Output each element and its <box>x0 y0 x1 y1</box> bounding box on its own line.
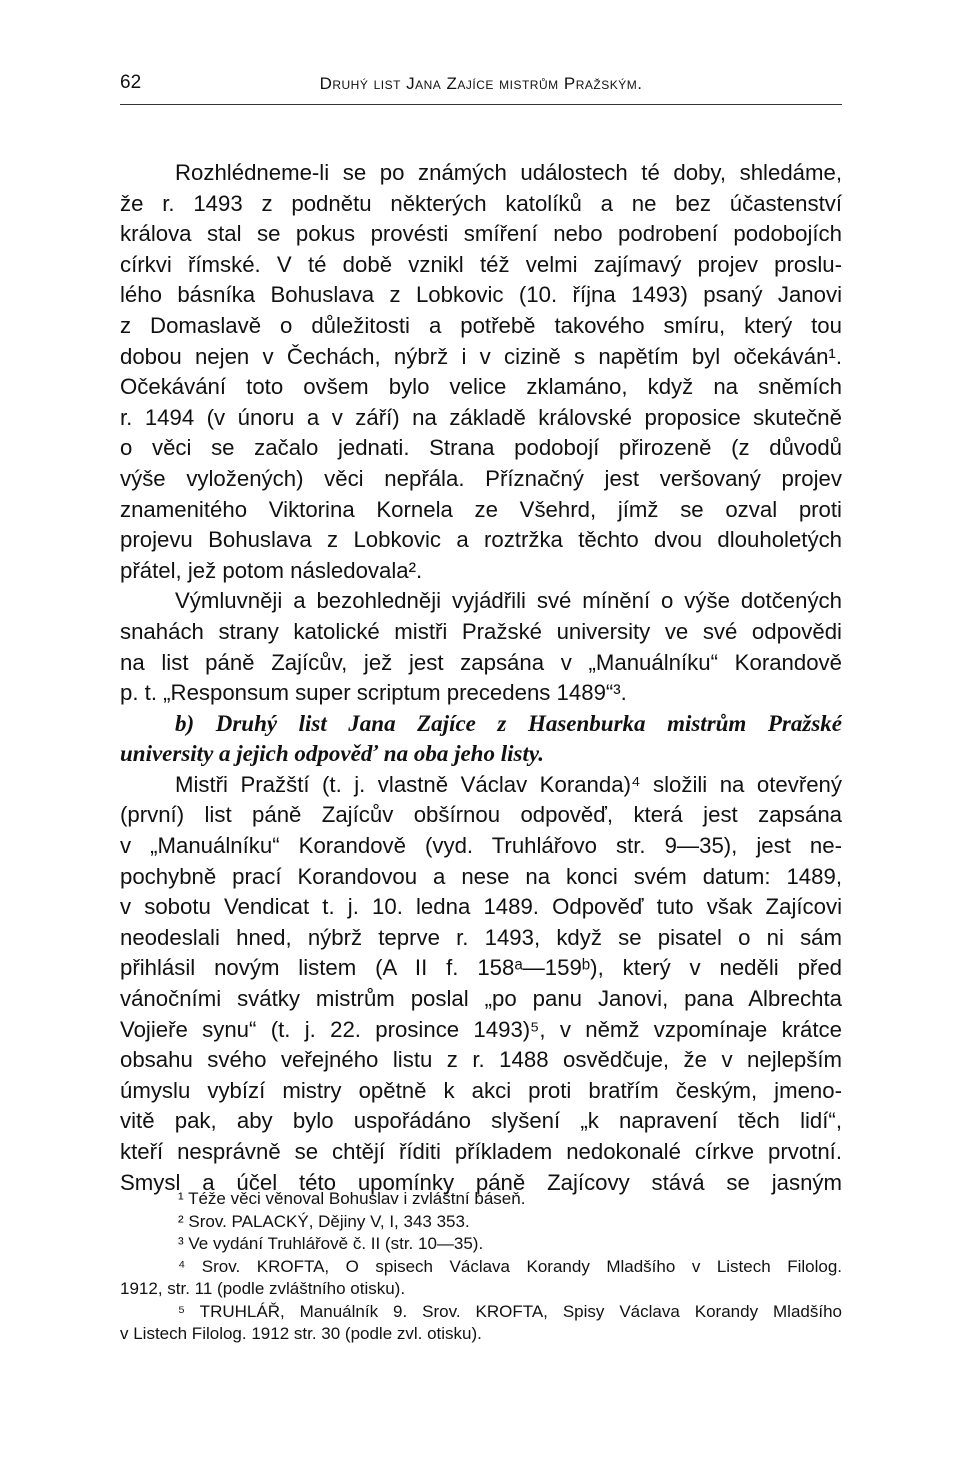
body-text <box>120 158 842 1198</box>
text-line: Výmluvněji a bezohledněji vyjádřili své mínění o výše dotčených <box>175 588 842 614</box>
text-line: v „Manuálníku“ Korandově (vyd. Truhlářovo str. 9—35), jest ne- <box>120 833 842 859</box>
text-line: že r. 1493 z podnětu některých katolíků a ne bez účastenství <box>120 190 842 216</box>
footnote: ² Srov. PALACKÝ, Dějiny V, I, 343 353. <box>178 1211 470 1231</box>
text-line: p. t. „Responsum super scriptum precedens 1489“³. <box>120 680 627 706</box>
text-line: obsahu svého veřejného listu z r. 1488 osvědčuje, že v nejlepším <box>120 1047 842 1073</box>
footnote-continuation: v Listech Filolog. 1912 str. 30 (podle zvl. otisku). <box>120 1324 482 1343</box>
text-line: o věci se začalo jednati. Strana podobojí přirozeně (z důvodů <box>120 435 842 461</box>
section-heading: b) Druhý list Jana Zajíce z Hasenburka mistrům Pražské <box>175 710 842 736</box>
page-header <box>120 70 842 105</box>
text-line: Rozhlédneme-li se po známých událostech té doby, shledáme, <box>175 160 842 185</box>
text-line: dobou nejen v Čechách, nýbrž i v cizině s napětím byl očekáván¹. <box>120 343 842 369</box>
text-line: znamenitého Viktorina Kornela ze Všehrd, jímž se ozval proti <box>120 496 842 522</box>
text-line: snahách strany katolické mistři Pražské university ve své odpovědi <box>120 618 842 644</box>
text-line: Smysl a účel této upomínky páně Zajícovy stává se jasným <box>120 1169 842 1195</box>
text-line: neodeslali hned, nýbrž teprve r. 1493, když se pisatel o ni sám <box>120 924 842 950</box>
text-line: v sobotu Vendicat t. j. 10. ledna 1489. Odpověď tuto však Zajícovi <box>120 894 842 920</box>
page-number: 62 <box>120 72 142 93</box>
footnote-continuation: 1912, str. 11 (podle zvláštního otisku). <box>120 1279 406 1298</box>
running-title: Druhý list Jana Zajíce mistrům Pražským. <box>319 74 643 93</box>
text-line: vánočními svátky mistrům poslal „po panu Janovi, pana Albrechta <box>120 986 842 1012</box>
text-line: výše vyložených) věci nepřála. Příznačný jest veršovaný projev <box>120 465 842 491</box>
text-line: úmyslu vybízí mistry opětně k akci proti bratřím českým, jmeno- <box>120 1077 842 1103</box>
footnote: ⁴ Srov. KROFTA, O spisech Václava Korandy Mladšího v Listech Filolog. <box>178 1256 842 1276</box>
text-line: kteří nesprávně se chtějí říditi příkladem nedokonalé církve prvotní. <box>120 1139 842 1164</box>
text-line: církvi římské. V té době vznikl též velmi zajímavý projev proslu- <box>120 251 842 277</box>
text-line: pochybně prací Korandovou a nese na konci svém datum: 1489, <box>120 863 842 889</box>
text-line: Mistři Pražští (t. j. vlastně Václav Koranda)⁴ složili na otevřený <box>175 771 842 797</box>
text-line: Vojieře synu“ (t. j. 22. prosince 1493)⁵, v němž vzpomínaje krátce <box>120 1016 842 1042</box>
text-line: projevu Bohuslava z Lobkovic a roztržka těchto dvou dlouholetých <box>120 527 842 553</box>
footnote: ⁵ TRUHLÁŘ, Manuálník 9. Srov. KROFTA, Spisy Václava Korandy Mladšího <box>178 1301 842 1321</box>
footnotes <box>120 1188 842 1346</box>
footnote: ³ Ve vydání Truhlářově č. II (str. 10—35). <box>178 1234 484 1253</box>
text-line: (první) list páně Zajícův obšírnou odpověď, která jest zapsána <box>120 802 842 828</box>
text-line: r. 1494 (v únoru a v září) na základě královské proposice skutečně <box>120 404 842 430</box>
text-line: králova stal se pokus provésti smíření nebo podrobení podobojích <box>120 221 842 247</box>
text-line: z Domaslavě o důležitosti a potřebě takového smíru, který tou <box>120 312 842 338</box>
section-heading: university a jejich odpověď na oba jeho listy. <box>120 741 544 767</box>
text-line: vitě pak, aby bylo uspořádáno slyšení „k napravení těch lidí“, <box>120 1108 842 1134</box>
text-line: na list páně Zajícův, jež jest zapsána v „Manuálníku“ Korandově <box>120 649 842 675</box>
text-line: přátel, jež potom následovala². <box>120 557 423 583</box>
text-line: lého básníka Bohuslava z Lobkovic (10. října 1493) psaný Janovi <box>120 282 842 308</box>
text-line: přihlásil novým listem (A II f. 158ᵃ—159ᵇ), který v neděli před <box>120 955 842 981</box>
footnote: ¹ Téže věci věnoval Bohuslav i zvláštní báseň. <box>178 1189 526 1208</box>
text-line: Očekávání toto ovšem bylo velice zklamáno, když na sněmích <box>120 374 842 400</box>
